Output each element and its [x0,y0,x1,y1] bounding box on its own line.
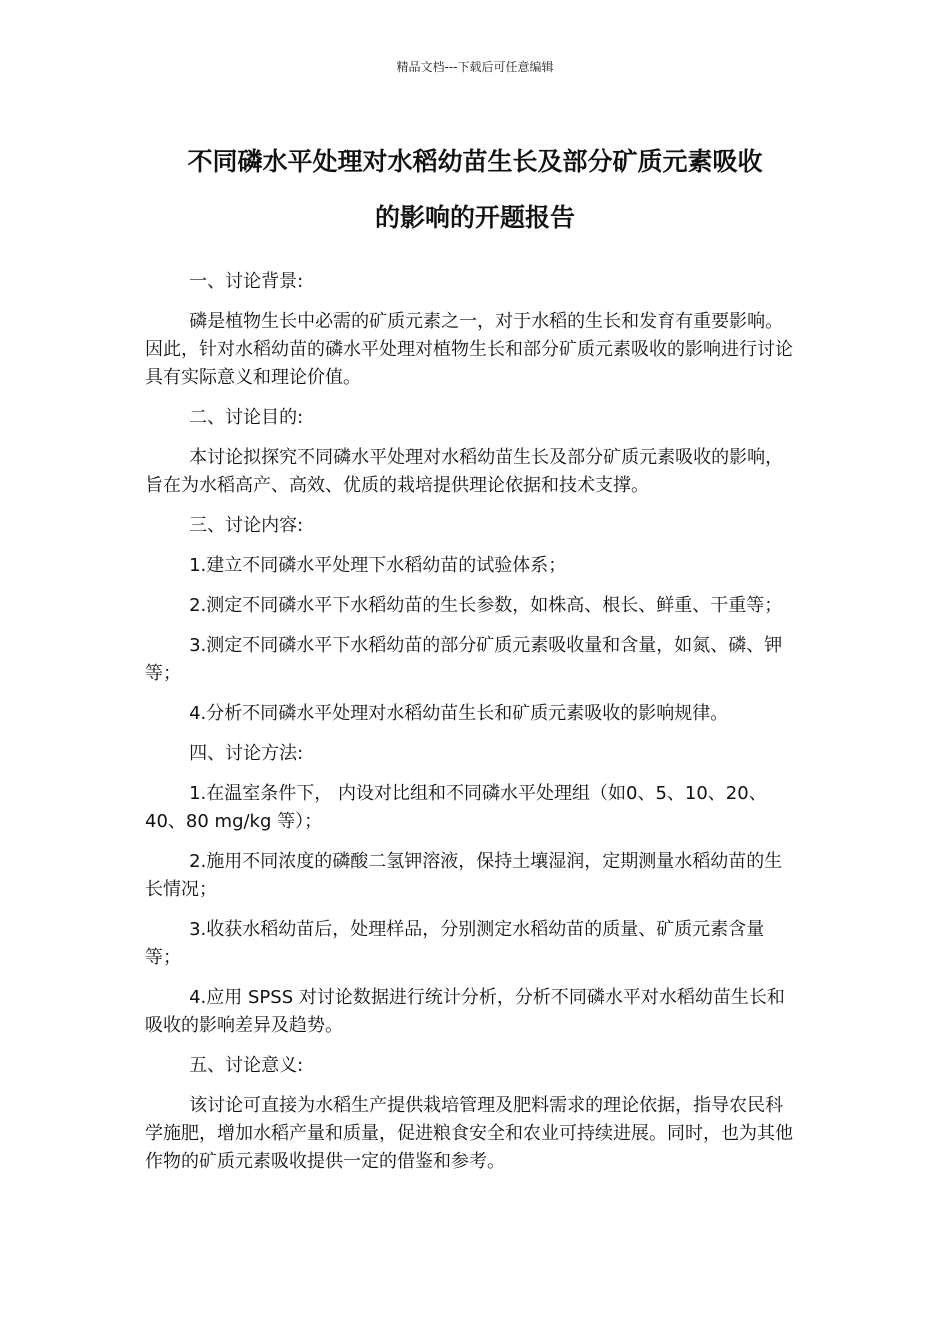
paragraph-significance: 该讨论可直接为水稻生产提供栽培管理及肥料需求的理论依据，指导农民科学施肥，增加水稻产量和质量，促进粮食安全和农业可持续进展。同时，也为其他作物的矿质元素吸收提供一定的借鉴和参考。 [145,1095,793,1172]
document-body [145,268,795,1188]
paragraph-background: 磷是植物生长中必需的矿质元素之一，对于水稻的生长和发育有重要影响。因此，针对水稻幼苗的磷水平处理对植物生长和部分矿质元素吸收的影响进行讨论具有实际意义和理论价值。 [145,311,793,388]
list-item-content-1: 1.建立不同磷水平处理下水稻幼苗的试验体系； [189,555,567,576]
section-heading-background: 一、讨论背景: [189,271,304,292]
title-line-2: 的影响的开题报告 [374,203,575,232]
list-item-method-1: 1.在温室条件下， 内设对比组和不同磷水平处理组（如0、5、10、20、40、80 mg/kg 等）； [145,783,767,832]
title-line-1: 不同磷水平处理对水稻幼苗生长及部分矿质元素吸收 [187,147,763,176]
list-item-content-4: 4.分析不同磷水平处理对水稻幼苗生长和矿质元素吸收的影响规律。 [189,703,729,724]
page-header-note: 精品文档---下载后可任意编辑 [396,60,554,74]
document-title [145,134,805,246]
list-item-content-2: 2.测定不同磷水平下水稻幼苗的生长参数，如株高、根长、鲜重、干重等； [189,595,783,616]
list-item-method-3: 3.收获水稻幼苗后，处理样品，分别测定水稻幼苗的质量、矿质元素含量等； [145,919,765,968]
section-heading-purpose: 二、讨论目的: [189,407,304,428]
section-heading-content: 三、讨论内容: [189,515,304,536]
list-item-method-2: 2.施用不同浓度的磷酸二氢钾溶液，保持土壤湿润，定期测量水稻幼苗的生长情况； [145,851,783,900]
section-heading-method: 四、讨论方法: [189,743,304,764]
list-item-content-3: 3.测定不同磷水平下水稻幼苗的部分矿质元素吸收量和含量，如氮、磷、钾等； [145,635,783,684]
list-item-method-4: 4.应用 SPSS 对讨论数据进行统计分析，分析不同磷水平对水稻幼苗生长和吸收的影响差异及趋势。 [145,987,785,1036]
section-heading-significance: 五、讨论意义: [189,1055,304,1076]
paragraph-purpose: 本讨论拟探究不同磷水平处理对水稻幼苗生长及部分矿质元素吸收的影响，旨在为水稻高产、高效、优质的栽培提供理论依据和技术支撑。 [145,447,784,496]
